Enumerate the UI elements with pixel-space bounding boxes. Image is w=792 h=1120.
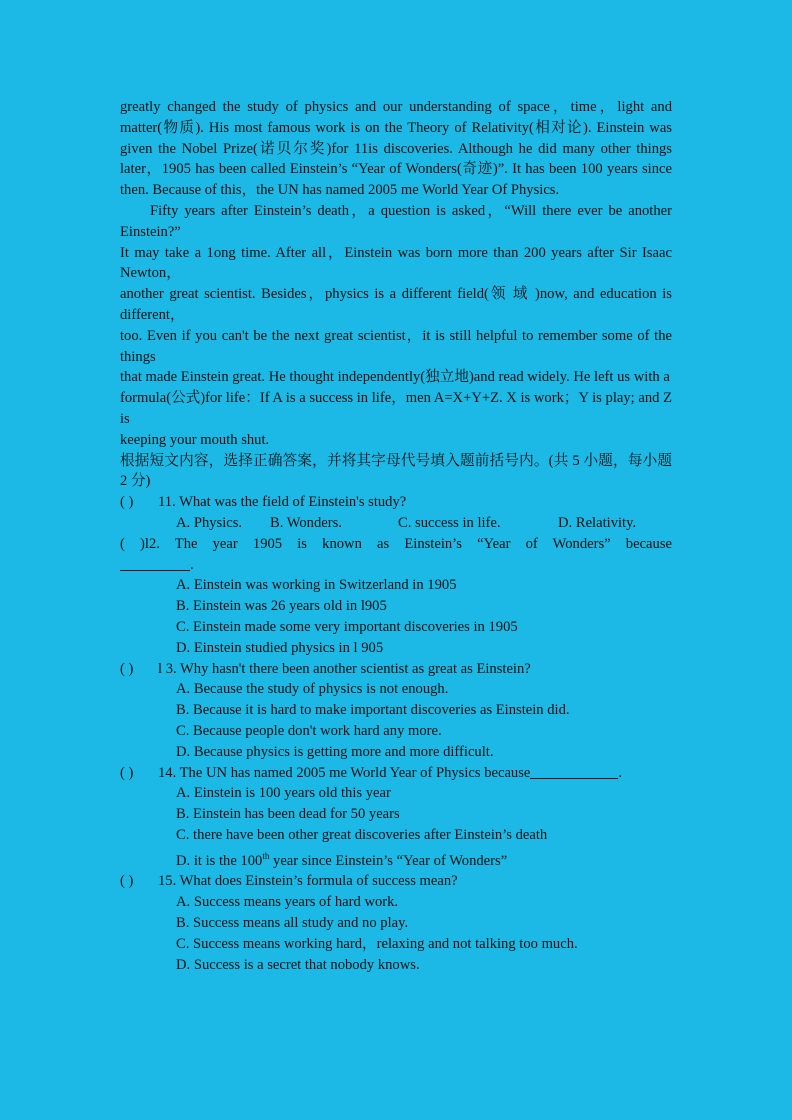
question-text: 11. What was the field of Einstein's study?	[158, 494, 407, 511]
option-a: A. Success means years of hard work.	[176, 894, 399, 911]
answer-bracket[interactable]: ( )	[120, 494, 134, 511]
option-a: A. Physics.	[176, 514, 243, 531]
option-d-text: D. it is the 100	[176, 852, 263, 869]
option-d-text-end: year since Einstein’s “Year of Wonders”	[269, 852, 508, 869]
passage-paragraph-2: Fifty years after Einstein’s death，a question is asked，“Will there ever be another Einstein?”	[120, 202, 672, 240]
passage-paragraph-6: that made Einstein great. He thought independently(独立地)and read widely. He left us with a	[120, 369, 670, 386]
reading-section	[120, 97, 672, 975]
instructions: 根据短文内容，选择正确答案，并将其字母代号填入题前括号内。(共 5 小题，每小题 2 分)	[120, 452, 672, 490]
option-b: B. Wonders.	[270, 514, 342, 531]
ordinal-suffix: th	[262, 850, 270, 861]
passage-paragraph-8: keeping your mouth shut.	[120, 431, 270, 448]
answer-bracket[interactable]: ( )	[120, 660, 134, 677]
question-14: ( ) 14. The UN has named 2005 me World Year of Physics because .	[120, 763, 672, 784]
option-c: C. Einstein made some very important discoveries in 1905	[176, 618, 518, 635]
passage-paragraph-1: greatly changed the study of physics and our understanding of space，time，light and matter(物质). His most famous work is on the Theory of Relativity(相对论). Einstein was given the Nobel Prize(诺贝尔奖)for 11is discoveries. Although he did many other things later，1905 has been called Einstein’s “Year of Wonders(奇迹)”. It has been 100 years since then. Because of this，the UN has named 2005 me World Year Of Physics.	[120, 99, 672, 199]
option-a: A. Einstein was working in Switzerland in 1905	[176, 577, 457, 594]
question-text: l2. The year 1905 is known as Einstein’s “Year of Wonders” because	[144, 535, 672, 552]
option-d: D. Relativity.	[558, 514, 637, 531]
option-b: B. Einstein was 26 years old in l905	[176, 598, 387, 615]
answer-blank	[530, 764, 618, 779]
question-text: 15. What does Einstein’s formula of success mean?	[158, 873, 458, 890]
option-a: A. Einstein is 100 years old this year	[176, 785, 391, 802]
question-15	[120, 871, 672, 892]
passage-paragraph-5: too. Even if you can't be the next great scientist，it is still helpful to remember some of the things	[120, 327, 672, 365]
question-13	[120, 659, 672, 680]
option-d	[120, 846, 672, 872]
answer-blank	[120, 556, 190, 571]
question-text: 14. The UN has named 2005 me World Year of Physics because	[158, 764, 531, 781]
question-text: l 3. Why hasn't there been another scientist as great as Einstein?	[158, 660, 531, 677]
question-11-options	[120, 513, 672, 534]
option-b: B. Success means all study and no play.	[176, 914, 409, 931]
question-12	[120, 534, 672, 555]
option-d: D. Einstein studied physics in l 905	[176, 639, 384, 656]
passage-paragraph-3: It may take a 1ong time. After all，Einstein was born more than 200 years after Sir Isaac Newton，	[120, 244, 672, 282]
option-b: B. Because it is hard to make important discoveries as Einstein did.	[176, 702, 570, 719]
option-c: C. Because people don't work hard any more.	[176, 722, 442, 739]
option-a: A. Because the study of physics is not enough.	[176, 681, 449, 698]
option-d: D. Success is a secret that nobody knows.	[176, 956, 420, 973]
option-c: C. there have been other great discoveries after Einstein’s death	[176, 826, 548, 843]
option-b: B. Einstein has been dead for 50 years	[176, 806, 400, 823]
option-d: D. Because physics is getting more and more difficult.	[176, 743, 494, 760]
answer-bracket[interactable]: ( )	[120, 873, 134, 890]
answer-bracket[interactable]: ( )	[120, 764, 134, 781]
passage-paragraph-7: formula(公式)for life：If A is a success in life，men A=X+Y+Z. X is work；Y is play; and Z is	[120, 390, 672, 427]
option-c: C. Success means working hard，relaxing and not talking too much.	[176, 935, 578, 952]
passage-paragraph-4: another great scientist. Besides，physics is a different field(领 域 )now, and education is different，	[120, 286, 672, 323]
answer-bracket[interactable]: ( )	[120, 535, 145, 552]
question-11	[120, 492, 672, 513]
option-c: C. success in life.	[398, 514, 501, 531]
question-12-blank-line: .	[120, 555, 672, 576]
